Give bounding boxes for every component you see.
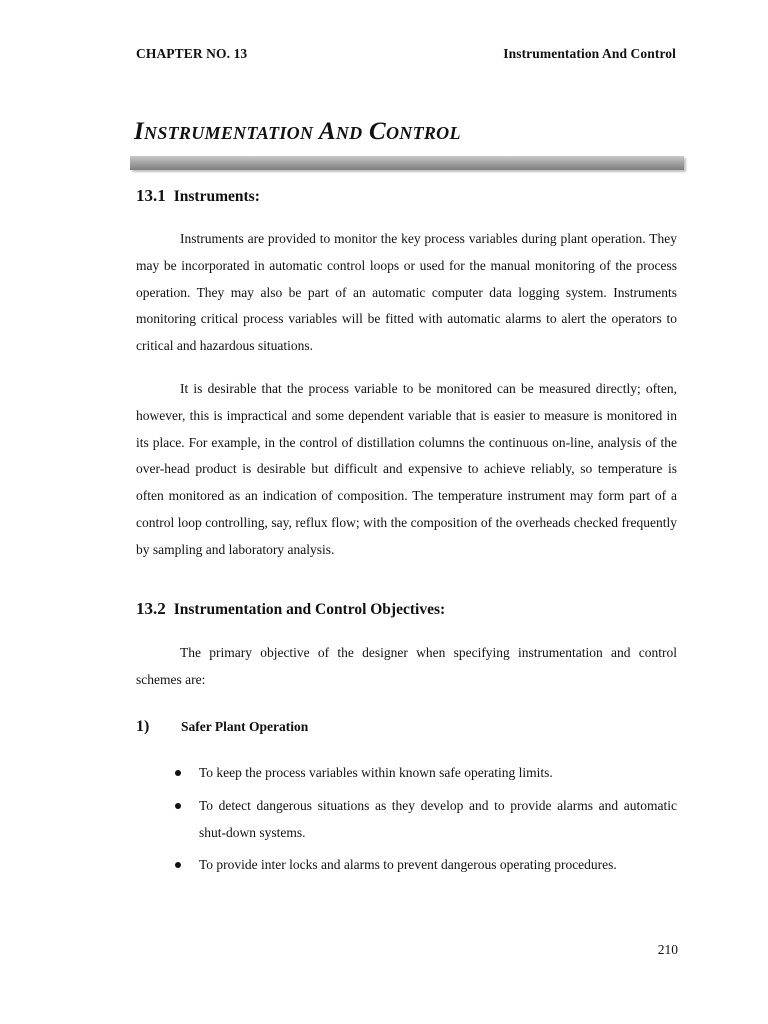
title-divider-bar (130, 156, 684, 170)
running-header (136, 46, 676, 62)
running-title: Instrumentation And Control (503, 46, 676, 61)
section-number: 13.2 (136, 599, 166, 618)
list-item-text: To provide inter locks and alarms to prevent dangerous operating procedures. (199, 857, 617, 873)
bullet-icon (175, 770, 181, 776)
bullet-icon (175, 803, 181, 809)
section-heading-13-2 (136, 599, 445, 619)
list-item (172, 852, 677, 879)
chapter-number: CHAPTER NO. 13 (136, 46, 248, 61)
objective-bullet-list (172, 760, 677, 885)
list-item (172, 793, 677, 847)
list-item-text: To keep the process variables within known safe operating limits. (199, 765, 553, 780)
paragraph: It is desirable that the process variable to be monitored can be measured directly; often, however, this is impractical and some dependent variable that is easier to measure is monitored in its place. For example, in the control of distillation columns the continuous on-line, analysis of the over-head product is desirable but difficult and expensive to achieve reliably, so temperature is often monitored as an indication of composition. The temperature instrument may form part of a control loop controlling, say, reflux flow; with the composition of the overheads checked frequently by sampling and laboratory analysis. (136, 381, 677, 557)
list-item (172, 760, 677, 787)
objective-heading (136, 718, 536, 736)
section-number: 13.1 (136, 186, 166, 205)
objective-title: Safer Plant Operation (181, 719, 309, 734)
section-heading-13-1 (136, 186, 260, 206)
page-number: 210 (657, 942, 678, 957)
section-title: Instruments: (173, 188, 260, 205)
list-item-text: To detect dangerous situations as they develop and to provide alarms and automatic shut-down systems. (199, 797, 677, 840)
section-title: Instrumentation and Control Objectives: (173, 601, 446, 618)
paragraph: Instruments are provided to monitor the key process variables during plant operation. They may be incorporated in automatic control loops or used for the manual monitoring of the process operation. They may also be part of an automatic computer data logging system. Instruments monitoring critical process variables will be fitted with automatic alarms to alert the operators to critical and hazardous situations. (136, 231, 677, 354)
objective-number: 1) (136, 718, 150, 735)
paragraph: The primary objective of the designer when specifying instrumentation and control schemes are: (136, 645, 677, 687)
chapter-title: Instrumentation And Control (134, 118, 461, 145)
bullet-icon (175, 862, 181, 868)
